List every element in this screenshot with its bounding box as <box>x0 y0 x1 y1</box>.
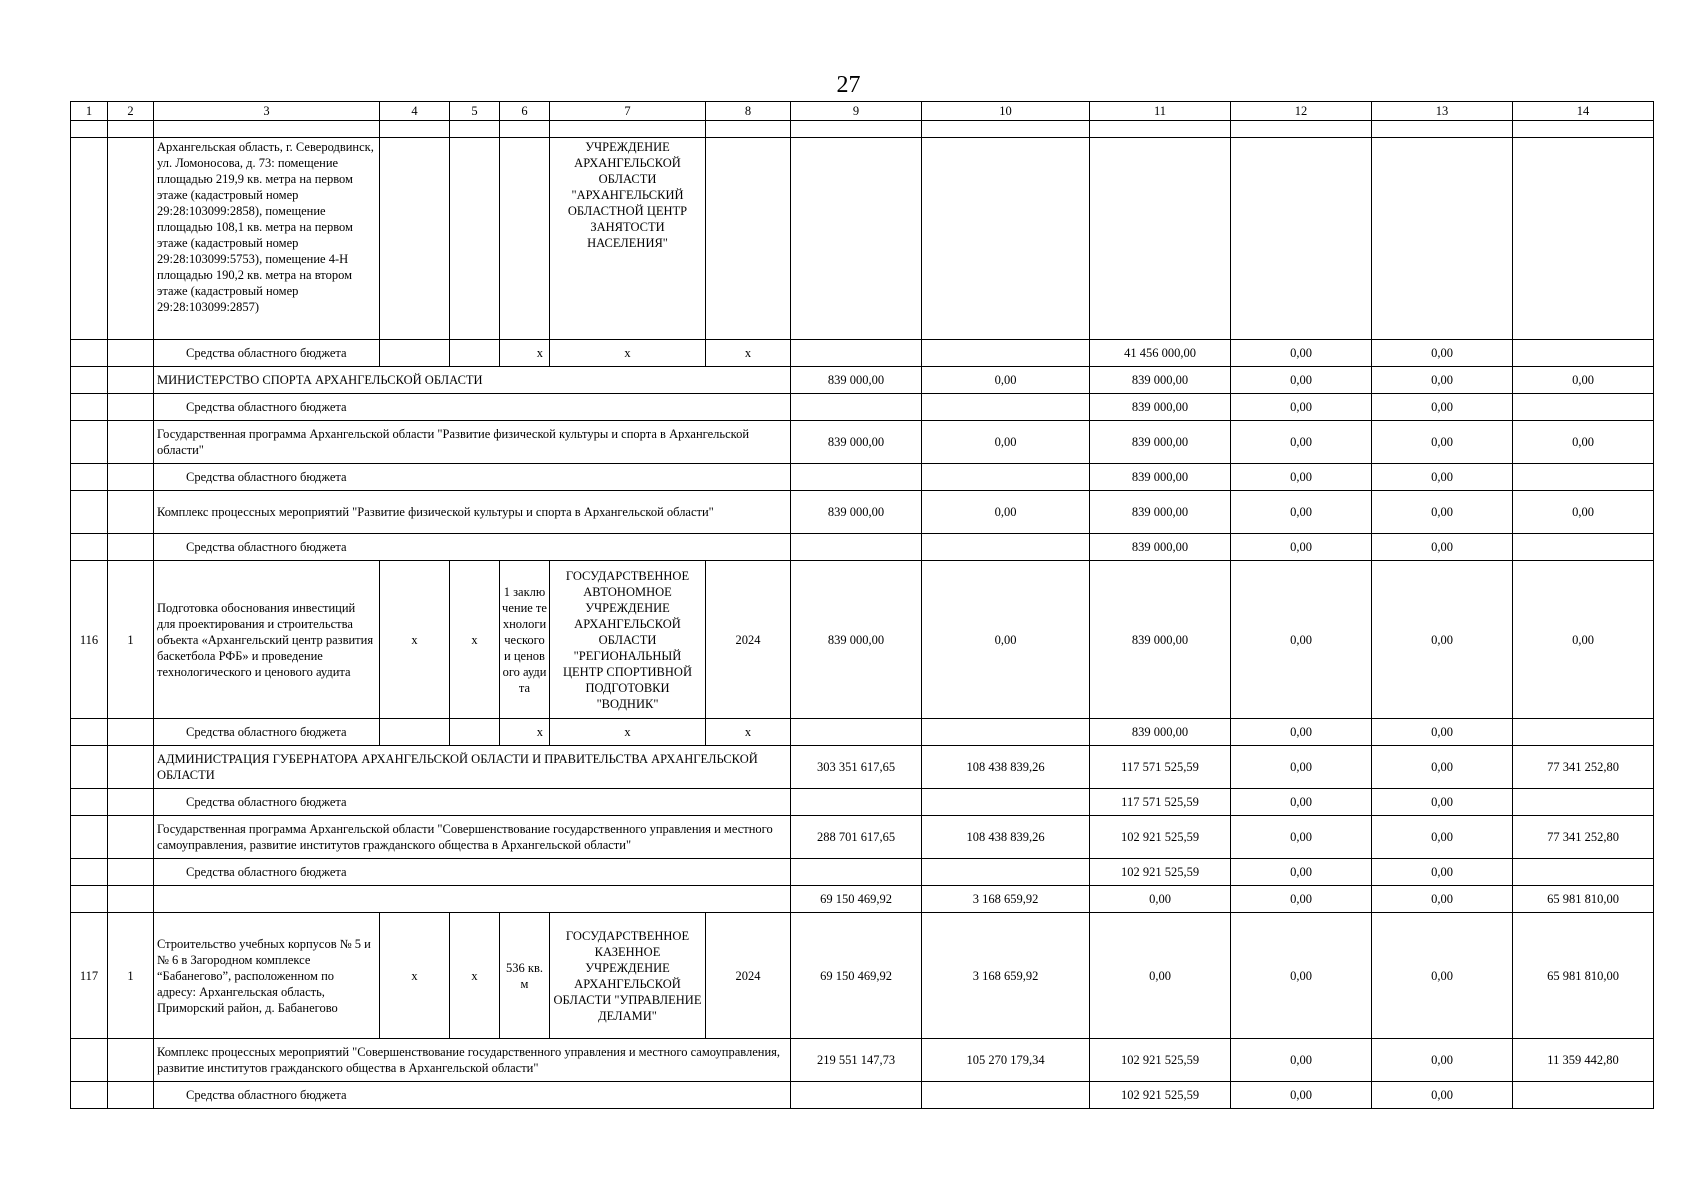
cell: 0,00 <box>1513 491 1654 534</box>
responsible-organization: УЧРЕЖДЕНИЕ АРХАНГЕЛЬСКОЙ ОБЛАСТИ "АРХАНГЕЛЬСКИЙ ОБЛАСТНОЙ ЦЕНТР ЗАНЯТОСТИ НАСЕЛЕНИЯ" <box>550 138 706 340</box>
cell: 41 456 000,00 <box>1090 340 1231 367</box>
sub-number: 1 <box>108 913 154 1039</box>
header-cell: 11 <box>1090 102 1231 121</box>
section-row <box>71 367 1654 394</box>
cell: 3 168 659,92 <box>922 913 1090 1039</box>
cell: 108 438 839,26 <box>922 816 1090 859</box>
header-cell: 6 <box>500 102 550 121</box>
cell: 839 000,00 <box>1090 394 1231 421</box>
program-title: Комплекс процессных мероприятий "Развитие физической культуры и спорта в Архангельской области" <box>154 491 791 534</box>
cell: 0,00 <box>1231 534 1372 561</box>
cell: 108 438 839,26 <box>922 746 1090 789</box>
cell: 0,00 <box>1231 561 1372 719</box>
cell: 0,00 <box>1513 561 1654 719</box>
funding-source-label: Средства областного бюджета <box>154 789 791 816</box>
year-cell: 2024 <box>706 913 791 1039</box>
header-cell: 12 <box>1231 102 1372 121</box>
funding-source-row <box>71 394 1654 421</box>
cell: 0,00 <box>1231 367 1372 394</box>
funding-source-label: Средства областного бюджета <box>154 1082 791 1109</box>
cell: х <box>500 340 550 367</box>
cell: 0,00 <box>1513 421 1654 464</box>
cell: 0,00 <box>1372 491 1513 534</box>
cell: 102 921 525,59 <box>1090 1039 1231 1082</box>
cell: 77 341 252,80 <box>1513 816 1654 859</box>
cell: 0,00 <box>1372 421 1513 464</box>
funding-source-row <box>71 534 1654 561</box>
cell: 0,00 <box>1372 394 1513 421</box>
cell: 0,00 <box>1231 1082 1372 1109</box>
cell: 0,00 <box>922 421 1090 464</box>
cell: 0,00 <box>1231 816 1372 859</box>
cell: 0,00 <box>1090 913 1231 1039</box>
cell: 0,00 <box>1231 464 1372 491</box>
responsible-organization: ГОСУДАРСТВЕННОЕ АВТОНОМНОЕ УЧРЕЖДЕНИЕ АРХАНГЕЛЬСКОЙ ОБЛАСТИ "РЕГИОНАЛЬНЫЙ ЦЕНТР СПОРТИВНОЙ ПОДГОТОВКИ "ВОДНИК" <box>550 561 706 719</box>
cell: 77 341 252,80 <box>1513 746 1654 789</box>
cell: х <box>450 561 500 719</box>
cell: 0,00 <box>1372 746 1513 789</box>
header-cell: 9 <box>791 102 922 121</box>
header-cell: 8 <box>706 102 791 121</box>
funding-source-row <box>71 859 1654 886</box>
object-description: Подготовка обоснования инвестиций для проектирования и строительства объекта «Архангельский центр развития баскетбола РФБ» и проведение технологического и ценового аудита <box>154 561 380 719</box>
cell: 0,00 <box>1231 789 1372 816</box>
cell: 0,00 <box>1372 534 1513 561</box>
funding-source-label: Средства областного бюджета <box>154 859 791 886</box>
cell: 69 150 469,92 <box>791 913 922 1039</box>
cell: 219 551 147,73 <box>791 1039 922 1082</box>
row-number: 117 <box>71 913 108 1039</box>
cell: 839 000,00 <box>791 491 922 534</box>
header-cell: 5 <box>450 102 500 121</box>
cell: 0,00 <box>1231 886 1372 913</box>
sub-number: 1 <box>108 561 154 719</box>
cell: 0,00 <box>1372 913 1513 1039</box>
object-description: Строительство учебных корпусов № 5 и № 6 в Загородном комплексе “Бабанегово”, расположенном по адресу: Архангельская область, Приморский район, д. Бабанегово <box>154 913 380 1039</box>
cell: 0,00 <box>1372 561 1513 719</box>
cell: 839 000,00 <box>1090 464 1231 491</box>
blank-row <box>71 121 1654 138</box>
cell: 839 000,00 <box>791 421 922 464</box>
table-row <box>71 561 1654 719</box>
cell: 839 000,00 <box>1090 421 1231 464</box>
funding-source-row <box>71 789 1654 816</box>
cell: 105 270 179,34 <box>922 1039 1090 1082</box>
cell: 0,00 <box>1231 913 1372 1039</box>
header-cell: 14 <box>1513 102 1654 121</box>
capacity-cell: 1 заключение технологического и ценового аудита <box>500 561 550 719</box>
cell: 117 571 525,59 <box>1090 789 1231 816</box>
cell: 0,00 <box>1231 719 1372 746</box>
cell: х <box>500 719 550 746</box>
program-row <box>71 421 1654 464</box>
cell: 0,00 <box>1372 1082 1513 1109</box>
cell: х <box>380 913 450 1039</box>
cell: х <box>550 719 706 746</box>
funding-source-label: Средства областного бюджета <box>154 719 380 746</box>
cell: 3 168 659,92 <box>922 886 1090 913</box>
cell: 0,00 <box>1231 340 1372 367</box>
cell: 65 981 810,00 <box>1513 886 1654 913</box>
cell: 0,00 <box>922 491 1090 534</box>
header-cell: 4 <box>380 102 450 121</box>
cell: 0,00 <box>1372 789 1513 816</box>
header-cell: 7 <box>550 102 706 121</box>
cell: 0,00 <box>1372 859 1513 886</box>
program-title: Государственная программа Архангельской области "Развитие физической культуры и спорта в Архангельской области" <box>154 421 791 464</box>
cell: 0,00 <box>1372 816 1513 859</box>
program-row <box>71 491 1654 534</box>
section-title: МИНИСТЕРСТВО СПОРТА АРХАНГЕЛЬСКОЙ ОБЛАСТИ <box>154 367 791 394</box>
year-cell: 2024 <box>706 561 791 719</box>
cell: 0,00 <box>1372 886 1513 913</box>
funding-source-label: Средства областного бюджета <box>154 340 380 367</box>
cell: х <box>550 340 706 367</box>
cell: 102 921 525,59 <box>1090 1082 1231 1109</box>
cell: 0,00 <box>1231 421 1372 464</box>
header-cell: 10 <box>922 102 1090 121</box>
cell: 102 921 525,59 <box>1090 859 1231 886</box>
cell: 839 000,00 <box>1090 491 1231 534</box>
cell: 0,00 <box>1372 367 1513 394</box>
section-row <box>71 746 1654 789</box>
cell: 0,00 <box>1231 491 1372 534</box>
cell: 65 981 810,00 <box>1513 913 1654 1039</box>
cell: 102 921 525,59 <box>1090 816 1231 859</box>
cell: 0,00 <box>1231 746 1372 789</box>
cell: 117 571 525,59 <box>1090 746 1231 789</box>
funding-source-row <box>71 1082 1654 1109</box>
cell: 303 351 617,65 <box>791 746 922 789</box>
cell: 0,00 <box>1513 367 1654 394</box>
cell: х <box>706 719 791 746</box>
cell: 839 000,00 <box>1090 367 1231 394</box>
cell: 839 000,00 <box>1090 534 1231 561</box>
cell: 839 000,00 <box>1090 719 1231 746</box>
cell: х <box>706 340 791 367</box>
row-number: 116 <box>71 561 108 719</box>
cell: 0,00 <box>1231 859 1372 886</box>
cell: 0,00 <box>1372 340 1513 367</box>
header-cell: 2 <box>108 102 154 121</box>
column-number-header <box>71 102 1654 121</box>
capacity-cell: 536 кв. м <box>500 913 550 1039</box>
table-row <box>71 913 1654 1039</box>
responsible-organization: ГОСУДАРСТВЕННОЕ КАЗЕННОЕ УЧРЕЖДЕНИЕ АРХАНГЕЛЬСКОЙ ОБЛАСТИ "УПРАВЛЕНИЕ ДЕЛАМИ" <box>550 913 706 1039</box>
cell: 0,00 <box>1372 1039 1513 1082</box>
funding-source-row <box>71 719 1654 746</box>
cell: 0,00 <box>922 561 1090 719</box>
funding-source-label: Средства областного бюджета <box>154 534 791 561</box>
cell: 0,00 <box>1372 464 1513 491</box>
program-title: Государственная программа Архангельской области "Совершенствование государственного управления и местного самоуправления, развитие институтов гражданского общества в Архангельской области" <box>154 816 791 859</box>
cell: х <box>380 561 450 719</box>
cell: 69 150 469,92 <box>791 886 922 913</box>
header-cell: 13 <box>1372 102 1513 121</box>
cell: 0,00 <box>1231 394 1372 421</box>
cell: 839 000,00 <box>791 367 922 394</box>
header-cell: 3 <box>154 102 380 121</box>
funding-source-label: Средства областного бюджета <box>154 464 791 491</box>
subtotal-row <box>71 886 1654 913</box>
section-title: АДМИНИСТРАЦИЯ ГУБЕРНАТОРА АРХАНГЕЛЬСКОЙ ОБЛАСТИ И ПРАВИТЕЛЬСТВА АРХАНГЕЛЬСКОЙ ОБЛАСТИ <box>154 746 791 789</box>
table-row <box>71 138 1654 340</box>
cell: 839 000,00 <box>791 561 922 719</box>
cell: х <box>450 913 500 1039</box>
program-row <box>71 816 1654 859</box>
cell: 839 000,00 <box>1090 561 1231 719</box>
funding-source-label: Средства областного бюджета <box>154 394 791 421</box>
cell: 0,00 <box>1090 886 1231 913</box>
cell: 0,00 <box>1231 1039 1372 1082</box>
cell: 11 359 442,80 <box>1513 1039 1654 1082</box>
page-number: 27 <box>836 72 861 98</box>
cell: 0,00 <box>1372 719 1513 746</box>
budget-table <box>70 101 1654 1109</box>
object-description: Архангельская область, г. Северодвинск, ул. Ломоносова, д. 73: помещение площадью 219,9 кв. метра на первом этаже (кадастровый номер 29:28:103099:2858), помещение площадью 108,1 кв. метра на первом этаже (кадастровый номер 29:28:103099:5753), помещение 4-Н площадью 190,2 кв. метра на втором этаже (кадастровый номер 29:28:103099:2857) <box>154 138 380 340</box>
cell: 288 701 617,65 <box>791 816 922 859</box>
cell: 0,00 <box>922 367 1090 394</box>
program-row <box>71 1039 1654 1082</box>
header-cell: 1 <box>71 102 108 121</box>
funding-source-row <box>71 464 1654 491</box>
program-title: Комплекс процессных мероприятий "Совершенствование государственного управления и местного самоуправления, развитие институтов гражданского общества в Архангельской области" <box>154 1039 791 1082</box>
funding-source-row <box>71 340 1654 367</box>
